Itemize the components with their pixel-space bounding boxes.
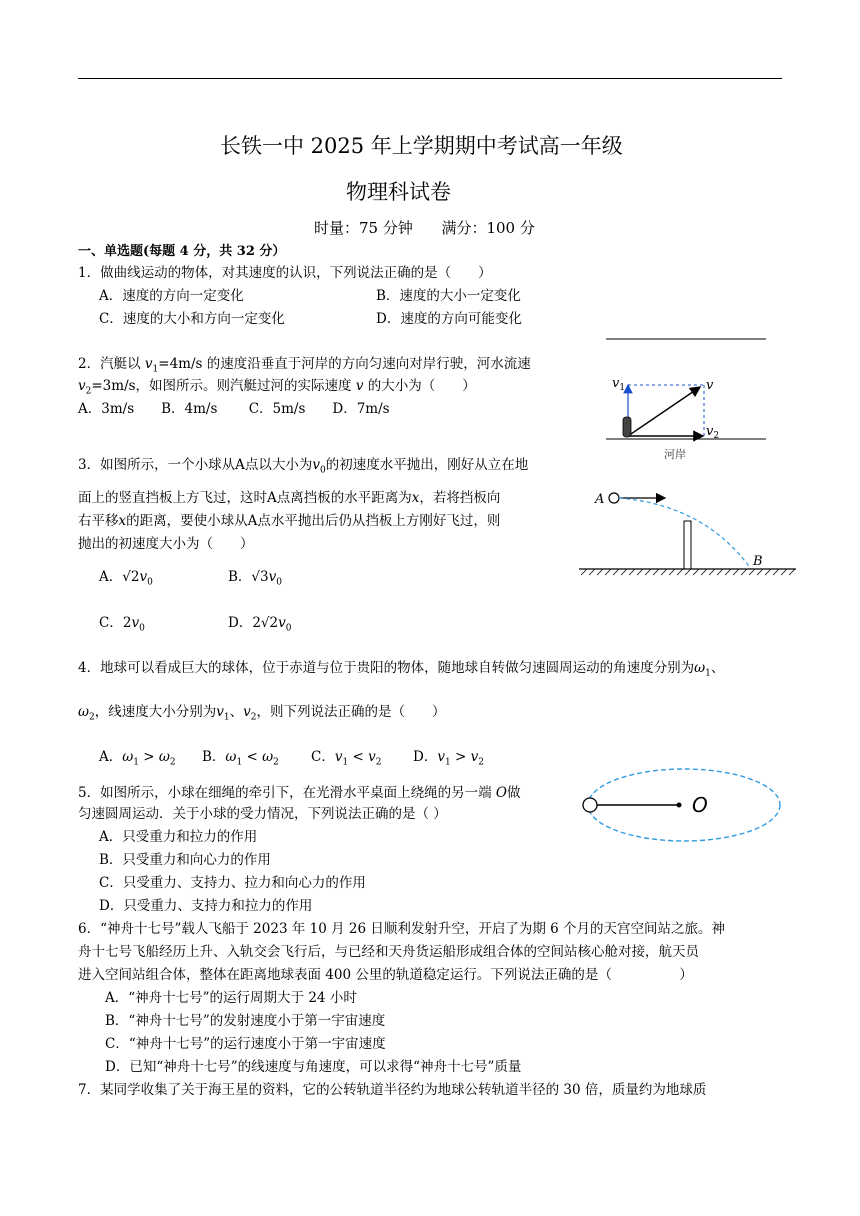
q2-river-figure <box>600 335 770 465</box>
q2-line2: $v_2=3m/s$，如图所示。则汽艇过河的实际速度 v 的大小为（ ） <box>78 378 476 397</box>
q1-option-c: C．速度的大小和方向一定变化 <box>99 311 285 327</box>
q3-option-a: A．$√2v_0$ <box>99 569 153 588</box>
q3-line3: 右平移x的距离，要使小球从A点水平抛出后仍从挡板上方刚好飞过，则 <box>78 513 501 529</box>
q5-option-d: D．只受重力、支持力和拉力的作用 <box>99 898 313 914</box>
fig-point-b-label: B <box>753 554 763 569</box>
barrier <box>684 521 691 569</box>
section-heading: 一、单选题(每题 4 分，共 32 分） <box>78 244 286 259</box>
q3-line2: 面上的竖直挡板上方飞过，这时A点离挡板的水平距离为x，若将挡板向 <box>78 490 501 506</box>
q4-line1: 4．地球可以看成巨大的球体，位于赤道与位于贵阳的物体，随地球自转做匀速圆周运动的角速度分别为$\omega_1$、 <box>78 660 725 679</box>
time-info: 时量：75 分钟 满分：100 分 <box>314 219 535 237</box>
center-point <box>677 803 682 808</box>
q3-option-d: D．$2√2v_0$ <box>228 615 292 634</box>
q1-option-a: A．速度的方向一定变化 <box>99 288 244 304</box>
q6-option-d: D．已知“神舟十七号”的线速度与角速度，可以求得“神舟十七号”质量 <box>105 1059 522 1075</box>
q6-line1: 6．“神舟十七号”载人飞船于 2023 年 10 月 26 日顺利发射升空，开启了为期 6 个月的天宫空间站之旅。神 <box>78 921 726 937</box>
q7-line1: 7．某同学收集了关于海王星的资料，它的公转轨道半径约为地球公转轨道半径的 30 倍，质量约为地球质 <box>78 1082 707 1098</box>
q1-option-b: B．速度的大小一定变化 <box>376 288 521 304</box>
q6-line2: 舟十七号飞船经历上升、入轨交会飞行后，与已经和天舟货运船形成组合体的空间站核心舱对接，航天员 <box>78 944 699 960</box>
q3-line4: 抛出的初速度大小为（ ） <box>78 536 254 552</box>
q6-option-c: C．“神舟十七号”的运行速度小于第一宇宙速度 <box>105 1036 386 1052</box>
fig-v-label: v <box>706 378 714 393</box>
ground-hatching <box>581 569 795 575</box>
q4-line2: $\omega_2$，线速度大小分别为$v_1$、$v_2$，则下列说法正确的是（ ） <box>78 704 446 723</box>
q5-line2: 匀速圆周运动．关于小球的受力情况，下列说法正确的是（ ） <box>78 806 447 822</box>
q1-option-d: D．速度的方向可能变化 <box>376 311 522 327</box>
q5-line1: 5．如图所示，小球在细绳的牵引下，在光滑水平桌面上绕绳的另一端 O做 <box>78 785 521 801</box>
q6-option-a: A．“神舟十七号”的运行周期大于 24 小时 <box>105 990 357 1006</box>
exam-title: 长铁一中 2025 年上学期期中考试高一年级 <box>220 134 623 158</box>
q6-option-b: B．“神舟十七号”的发射速度小于第一宇宙速度 <box>105 1013 386 1029</box>
boat-icon <box>623 417 631 437</box>
q4-option-d: D．$v_1 > v_2$ <box>413 749 484 768</box>
fig-point-a-label: A <box>595 492 605 507</box>
q5-option-c: C．只受重力、支持力、拉力和向心力的作用 <box>99 875 366 891</box>
fig-v2-label: $v_2$ <box>706 424 720 441</box>
q6-line3: 进入空间站组合体，整体在距离地球表面 400 公里的轨道稳定运行。下列说法正确的是（ ） <box>78 967 693 983</box>
exam-subtitle: 物理科试卷 <box>346 180 451 204</box>
q2-options: A．3m/s B．4m/s C．5m/s D．7m/s <box>78 401 390 417</box>
q3-option-c: C．$2v_0$ <box>99 615 145 634</box>
q5-option-b: B．只受重力和向心力的作用 <box>99 852 271 868</box>
q3-option-b: B．$√3v_0$ <box>228 569 282 588</box>
q4-option-b: B．$\omega_1 < \omega_2$ <box>202 749 279 768</box>
v-arrow <box>628 387 700 436</box>
q3-line1: 3．如图所示，一个小球从A点以大小为$v_0$的初速度水平抛出，刚好从立在地 <box>78 457 529 476</box>
ball-icon <box>609 493 619 503</box>
fig-bank-label: 河岸 <box>664 448 686 461</box>
header-rule <box>78 78 782 79</box>
q4-option-a: A．$\omega_1 > \omega_2$ <box>99 749 176 768</box>
ball-icon <box>583 798 597 812</box>
q2-line1: 2．汽艇以 $v_1=4m/s$ 的速度沿垂直于河岸的方向匀速向对岸行驶，河水流速 <box>78 356 531 375</box>
q5-option-a: A．只受重力和拉力的作用 <box>99 829 258 845</box>
fig-o-label: O <box>692 793 708 817</box>
q1-stem: 1．做曲线运动的物体，对其速度的认识，下列说法正确的是（ ） <box>78 265 492 281</box>
fig-v1-label: $v_1$ <box>612 376 626 393</box>
q4-option-c: C．$v_1 < v_2$ <box>311 749 382 768</box>
q5-circular-motion-figure <box>578 765 788 850</box>
q3-projectile-figure <box>575 485 800 580</box>
